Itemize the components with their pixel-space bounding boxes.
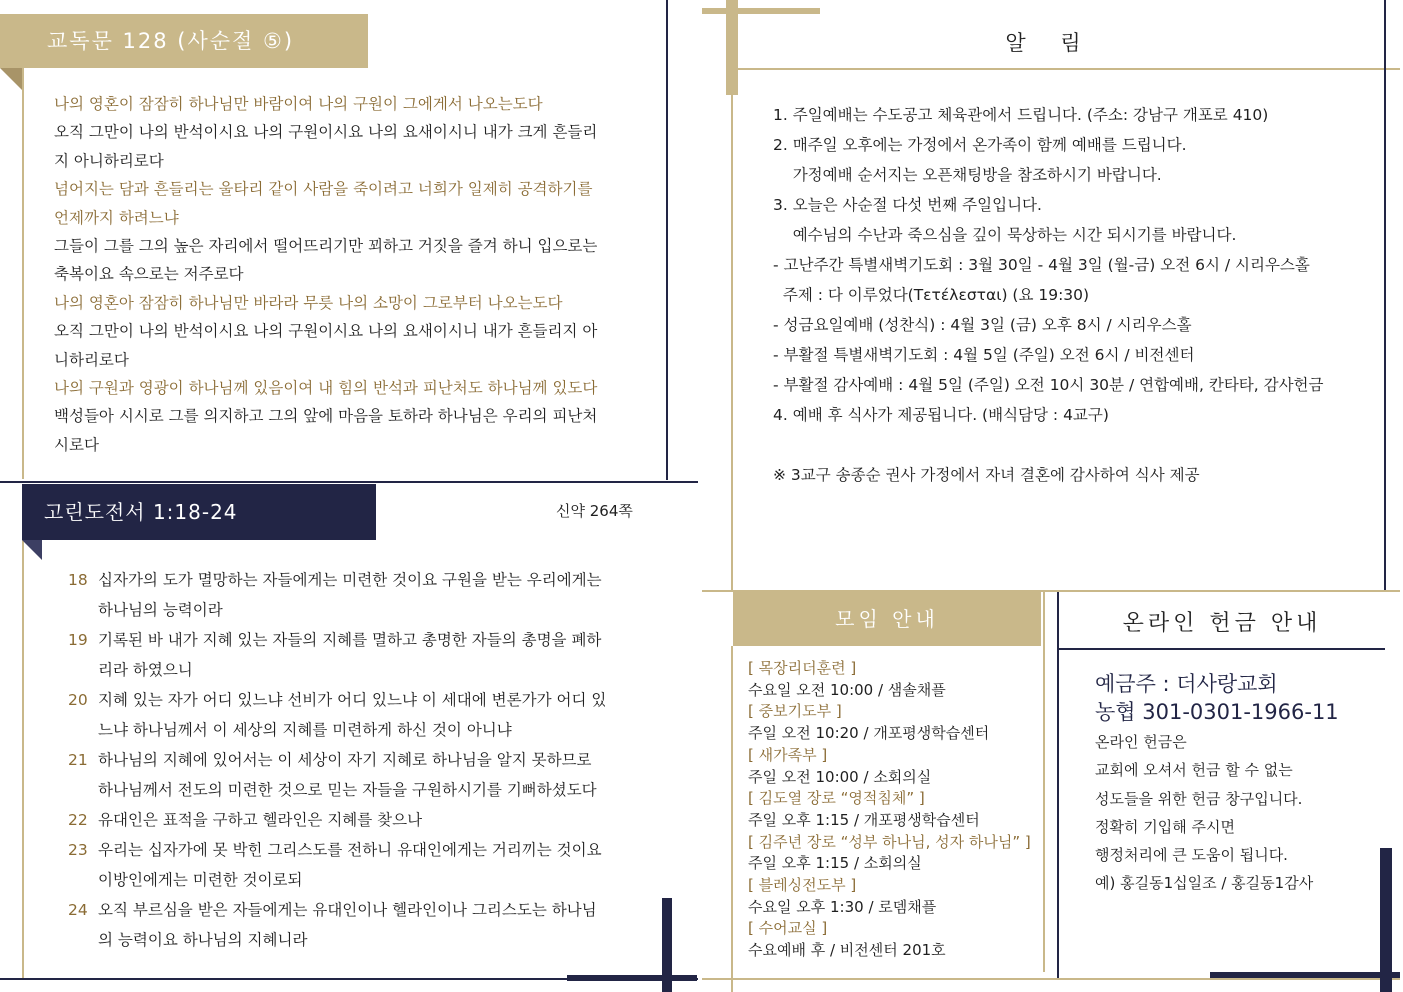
meeting-category: [ 수어교실 ] [748, 919, 828, 938]
meeting-category: [ 중보기도부 ] [748, 702, 842, 721]
meetings-list [748, 658, 1048, 962]
notice-item: 가정예배 순서지는 오픈채팅방을 참조하시기 바랍니다. [773, 166, 1162, 184]
congregation-line: 지 아니하리로다 [54, 151, 164, 170]
verse-text: 하나님께서 전도의 미련한 것으로 믿는 자들을 구원하시기를 기뻐하셨도다 [98, 781, 597, 799]
congregation-line: 백성들아 시시로 그를 의지하고 그의 앞에 마음을 토하라 하나님은 우리의 피난처 [54, 407, 598, 426]
divider [1210, 972, 1400, 978]
verse-line [68, 745, 648, 775]
divider [662, 898, 672, 992]
notice-item: - 고난주간 특별새벽기도회 : 3월 30일 - 4월 3일 (월-금) 오전 6시 / 시리우스홀 [773, 256, 1310, 274]
verse-text: 의 능력이요 하나님의 지혜니라 [98, 931, 308, 949]
congregation-line: 시로다 [54, 435, 99, 454]
verse-line [68, 925, 648, 955]
meeting-detail: 주일 오후 1:15 / 소회의실 [748, 854, 922, 873]
congregation-line: 오직 그만이 나의 반석이시요 나의 구원이시요 나의 요새이시니 내가 크게 흔들리 [54, 123, 598, 142]
verse-text: 느냐 하나님께서 이 세상의 지혜를 미련하게 하신 것이 아니냐 [98, 721, 512, 739]
meeting-detail: 주일 오전 10:20 / 개포평생학습센터 [748, 724, 990, 743]
divider [702, 978, 1400, 980]
notices-title: 알 림 [1005, 31, 1095, 55]
divider [1059, 648, 1385, 650]
notice-item: 4. 예배 후 식사가 제공됩니다. (배식담당 : 4교구) [773, 406, 1109, 424]
divider [567, 975, 697, 981]
offering-title: 온라인 헌금 안내 [1122, 611, 1322, 636]
verse-text: 하나님의 지혜에 있어서는 이 세상이 자기 지혜로 하나님을 알지 못하므로 [98, 751, 592, 769]
divider [731, 0, 733, 590]
leader-line: 나의 영혼이 잠잠히 하나님만 바람이여 나의 구원이 그에게서 나오는도다 [54, 95, 543, 113]
verse-text: 십자가의 도가 멸망하는 자들에게는 미련한 것이요 구원을 받는 우리에게는 [98, 571, 602, 589]
notice-item: - 부활절 감사예배 : 4월 5일 (주일) 오전 10시 30분 / 연합예배, 칸타타, 감사헌금 [773, 376, 1324, 394]
meeting-detail: 주일 오후 1:15 / 개포평생학습센터 [748, 810, 980, 829]
meeting-category: [ 목장리더훈련 ] [748, 659, 857, 677]
verse-text: 오직 부르심을 받은 자들에게는 유대인이나 헬라인이나 그리스도는 하나님 [98, 901, 597, 919]
verse-number: 20 [68, 691, 88, 709]
notice-item: 예수님의 수난과 죽으심을 깊이 묵상하는 시간 되시기를 바랍니다. [773, 226, 1237, 244]
verse-number: 21 [68, 751, 88, 769]
leader-line: 나의 영혼아 잠잠히 하나님만 바라라 무릇 나의 소망이 그로부터 나오는도다 [54, 293, 563, 312]
divider [738, 68, 1400, 70]
leader-line: 넘어지는 담과 흔들리는 울타리 같이 사람을 죽이려고 너희가 일제히 공격하기를 [54, 180, 593, 199]
meeting-detail: 수요일 오후 1:30 / 로뎀채플 [748, 897, 937, 916]
verse-number [68, 775, 98, 805]
offering-note: 정확히 기입해 주시면 [1095, 817, 1235, 836]
verse-line [68, 835, 648, 865]
offering-note: 행정처리에 큰 도움이 됩니다. [1095, 846, 1288, 865]
verse-number [68, 715, 98, 745]
verse-text: 기록된 바 내가 지혜 있는 자들의 지혜를 멸하고 총명한 자들의 총명을 폐하 [98, 631, 602, 649]
leader-line: 언제까지 하려느냐 [54, 208, 179, 227]
verse-text: 하나님의 능력이라 [98, 601, 223, 619]
account-holder: 예금주 : 더사랑교회 [1095, 672, 1278, 696]
divider [731, 646, 733, 992]
congregation-line: 축복이요 속으로는 저주로다 [54, 265, 244, 284]
verse-number: 18 [68, 571, 88, 589]
meeting-detail: 수요일 오전 10:00 / 샘솔채플 [748, 680, 946, 699]
divider [0, 481, 698, 483]
verse-number: 24 [68, 901, 88, 919]
meeting-category: [ 새가족부 ] [748, 745, 828, 764]
responsive-reading-text [54, 90, 654, 459]
offering-notes [1095, 728, 1385, 898]
verse-line [68, 625, 648, 655]
verse-line [68, 805, 648, 835]
account-number: 농협 301-0301-1966-11 [1095, 700, 1339, 724]
verse-line [68, 865, 648, 895]
verse-text: 지혜 있는 자가 어디 있느냐 선비가 어디 있느냐 이 세대에 변론가가 어디 있 [98, 691, 607, 709]
verse-text: 이방인에게는 미련한 것이로되 [98, 871, 303, 889]
divider [666, 0, 668, 480]
verse-number: 19 [68, 631, 88, 649]
scripture-verses [68, 565, 648, 955]
congregation-line: 니하리로다 [54, 350, 129, 369]
verse-number: 23 [68, 841, 88, 859]
verse-number: 22 [68, 811, 88, 829]
notice-item: 1. 주일예배는 수도공고 체육관에서 드립니다. (주소: 강남구 개포로 410) [773, 106, 1269, 124]
scripture-title: 고린도전서 1:18-24 [22, 484, 376, 540]
notice-item: 2. 매주일 오후에는 가정에서 온가족이 함께 예배를 드립니다. [773, 136, 1187, 154]
offering-note: 온라인 헌금은 [1095, 733, 1187, 751]
leader-line: 나의 구원과 영광이 하나님께 있음이여 내 힘의 반석과 피난처도 하나님께 있도다 [54, 379, 598, 398]
header-corner [22, 540, 42, 560]
verse-text: 리라 하였으니 [98, 661, 193, 679]
congregation-line: 그들이 그를 그의 높은 자리에서 떨어뜨리기만 꾀하고 거짓을 즐겨 하니 입으로는 [54, 237, 598, 256]
notice-item: - 부활절 특별새벽기도회 : 4월 5일 (주일) 오전 6시 / 비전센터 [773, 346, 1195, 364]
header-corner [0, 68, 22, 90]
meeting-detail: 주일 오전 10:00 / 소회의실 [748, 767, 932, 786]
verse-line [68, 655, 648, 685]
meeting-category: [ 블레싱전도부 ] [748, 876, 857, 895]
meeting-category: [ 김주년 장로 “성부 하나님, 성자 하나님” ] [748, 832, 1031, 851]
verse-number [68, 595, 98, 625]
notice-item: - 성금요일예배 (성찬식) : 4월 3일 (금) 오후 8시 / 시리우스홀 [773, 316, 1192, 334]
scripture-page-ref: 신약 264쪽 [556, 502, 633, 520]
responsive-reading-title: 교독문 128 (사순절 ⑤) [0, 14, 368, 68]
notice-item: 주제 : 다 이루었다(Τετέλεσται) (요 19:30) [773, 286, 1090, 304]
congregation-line: 오직 그만이 나의 반석이시요 나의 구원이시요 나의 요새이시니 내가 흔들리지 아 [54, 322, 598, 341]
verse-line [68, 775, 648, 805]
meetings-title: 모임 안내 [733, 592, 1041, 646]
offering-note: 교회에 오셔서 헌금 할 수 없는 [1095, 761, 1293, 780]
meeting-category: [ 김도열 장로 “영적침체” ] [748, 789, 925, 808]
notice-item: 3. 오늘은 사순절 다섯 번째 주일입니다. [773, 196, 1042, 214]
divider [1384, 0, 1386, 590]
verse-text: 우리는 십자가에 못 박힌 그리스도를 전하니 유대인에게는 거리끼는 것이요 [98, 841, 602, 859]
divider [22, 540, 24, 980]
notice-item: ※ 3교구 송종순 권사 가정에서 자녀 결혼에 감사하여 식사 제공 [773, 466, 1200, 484]
verse-number [68, 925, 98, 955]
offering-note: 성도들을 위한 헌금 창구입니다. [1095, 789, 1303, 808]
divider [1057, 592, 1059, 980]
notice-item [773, 430, 1373, 460]
verse-line [68, 715, 648, 745]
verse-line [68, 565, 648, 595]
divider [22, 14, 24, 479]
divider [702, 8, 820, 14]
notices-list [773, 100, 1373, 490]
offering-info [1095, 670, 1385, 898]
verse-number [68, 655, 98, 685]
meeting-detail: 수요예배 후 / 비전센터 201호 [748, 941, 946, 960]
verse-text: 유대인은 표적을 구하고 헬라인은 지혜를 찾으나 [98, 811, 423, 829]
offering-note: 예) 홍길동1십일조 / 홍길동1감사 [1095, 874, 1314, 893]
verse-line [68, 595, 648, 625]
verse-number [68, 865, 98, 895]
verse-line [68, 685, 648, 715]
verse-line [68, 895, 648, 925]
